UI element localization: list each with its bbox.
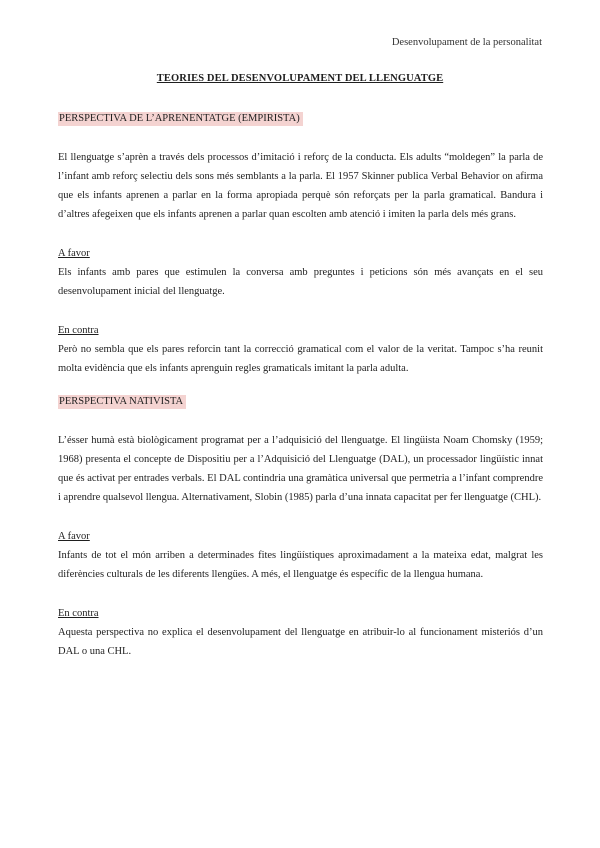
section-empirista bbox=[58, 108, 543, 378]
section-heading: PERSPECTIVA DE L’APRENENTATGE (EMPIRISTA) bbox=[58, 112, 303, 126]
con-heading: En contra bbox=[58, 325, 99, 336]
con-paragraph: Però no sembla que els pares reforcin tant la correcció gramatical com el valor de la veritat. Tampoc s’ha reunit molta evidència que els infants aprenguin regles gramaticals imitant la parla adulta. bbox=[58, 344, 543, 374]
pro-paragraph: Infants de tot el món arriben a determinades fites lingüístiques aproximadament a la mateixa edat, malgrat les diferències culturals de les diferents llengües. A més, el llenguatge és específic de la llengua humana. bbox=[58, 550, 543, 580]
document-title: TEORIES DEL DESENVOLUPAMENT DEL LLENGUATGE bbox=[156, 73, 444, 84]
pro-heading: A favor bbox=[58, 248, 90, 259]
con-paragraph: Aquesta perspectiva no explica el desenvolupament del llenguatge en atribuir-lo al funcionament misteriós d’un DAL o una CHL. bbox=[58, 627, 543, 657]
running-header: Desenvolupament de la personalitat bbox=[391, 37, 542, 48]
section-intro-paragraph: El llenguatge s’aprèn a través dels processos d’imitació i reforç de la conducta. Els adults “moldegen” la parla de l’infant amb reforç selectiu dels sons més semblants a la parla. El 1957 Skinner publica Verbal Behavior on afirma que els infants aprenen a parlar en la forma apropiada perquè són reforçats per la parla gramatical. Bandura i d’altres afegeixen que els infants aprenen a parlar quan escolten amb atenció i imiten la parla dels més grans. bbox=[58, 152, 543, 220]
con-heading: En contra bbox=[58, 608, 99, 619]
document-body bbox=[58, 108, 543, 661]
section-nativista bbox=[58, 391, 543, 661]
section-heading: PERSPECTIVA NATIVISTA bbox=[58, 395, 186, 409]
pro-paragraph: Els infants amb pares que estimulen la conversa amb preguntes i peticions són més avançats en el seu desenvolupament inicial del llenguatge. bbox=[58, 267, 543, 297]
section-intro-paragraph: L’ésser humà està biològicament programat per a l’adquisició del llenguatge. El lingüista Noam Chomsky (1959; 1968) presenta el concepte de Dispositiu per a l’Adquisició del Llenguatge (DAL), un processador lingüístic innat que és activat per entrades verbals. El DAL contindria una gramàtica universal que permetria a l’infant comprendre i aprendre qualsevol llengua. Alternativament, Slobin (1985) parla d’una innata capacitat per fer llenguatge (CHL). bbox=[58, 435, 543, 503]
pro-heading: A favor bbox=[58, 531, 90, 542]
